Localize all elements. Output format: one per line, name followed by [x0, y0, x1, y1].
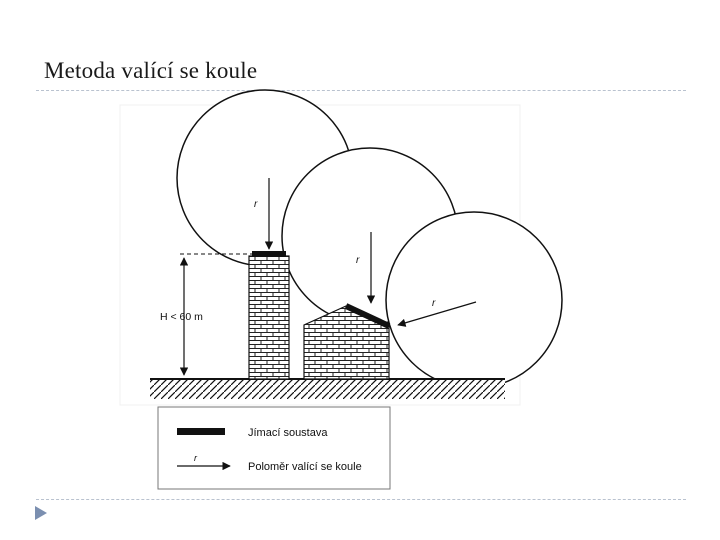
- legend-radius-symbol: r: [194, 453, 197, 463]
- footer-divider: [36, 499, 686, 500]
- height-label: H < 60 m: [160, 311, 203, 323]
- triangle-bullet-icon: [34, 505, 48, 521]
- legend-box: [158, 407, 390, 489]
- ground-hatch: [150, 379, 505, 399]
- radius-label-3: r: [432, 298, 436, 309]
- slide-title: Metoda valící se koule: [44, 58, 258, 83]
- rolling-sphere-3: [386, 212, 562, 388]
- legend-radius-label: Poloměr valící se koule: [248, 461, 362, 473]
- radius-label-2: r: [356, 255, 360, 266]
- legend-air-terminal-label: Jímací soustava: [248, 427, 328, 439]
- radius-label-1: r: [254, 199, 258, 210]
- chimney: [249, 256, 289, 379]
- chimney-air-terminal: [252, 251, 286, 257]
- legend-air-terminal-swatch: [177, 428, 225, 435]
